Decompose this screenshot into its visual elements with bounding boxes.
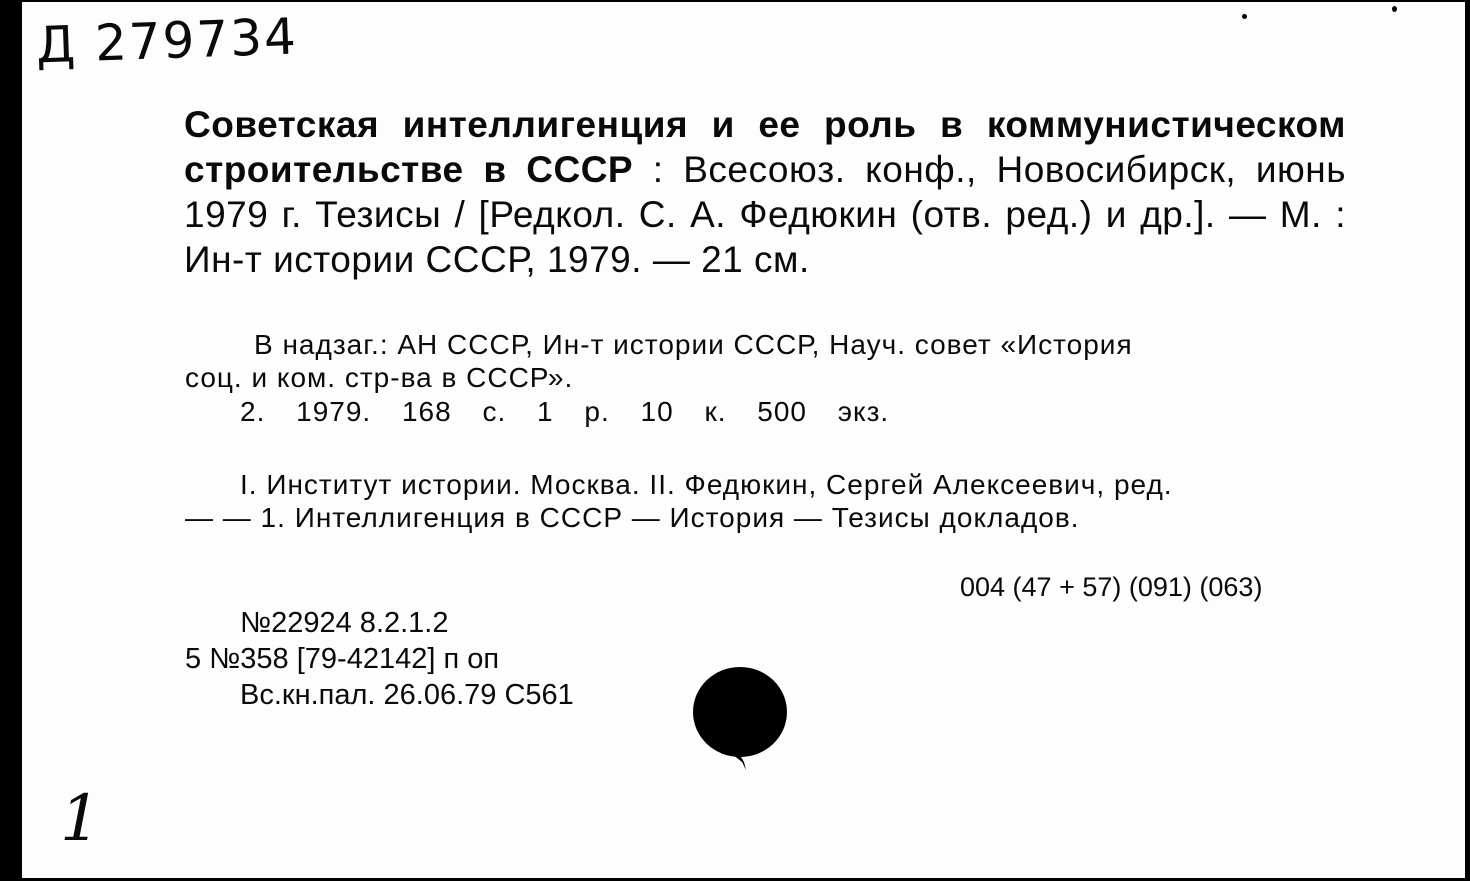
note-line-1: В надзаг.: АН СССР, Ин-т истории СССР, Науч. совет «История xyxy=(254,329,1133,360)
publication-stats: 2. 1979. 168 с. 1 р. 10 к. 500 экз. xyxy=(240,396,890,427)
note-line-2: соц. и ком. стр-ва в СССР». xyxy=(185,362,574,393)
title-rest: : Всесоюз. конф., Новосибирск, июнь 1979 г. Тезисы / [Редкол. С. А. Федюкин (отв. ред.) и др.]. — М. : Ин-т истории СССР, 1979. — 21 см. xyxy=(184,149,1346,280)
title-block xyxy=(184,102,1346,282)
registry-line-1: №22924 8.2.1.2 xyxy=(240,607,449,639)
call-number: Д 279734 xyxy=(35,7,299,75)
speck xyxy=(1392,6,1397,12)
punch-hole xyxy=(692,666,788,770)
title-bold: Советская интеллигенция и ее роль в коммунистическом строительстве в СССР xyxy=(184,104,1346,190)
speck xyxy=(1242,14,1247,19)
tracing-line-1: I. Институт истории. Москва. II. Федюкин, Сергей Алексеевич, ред. xyxy=(240,469,1173,500)
tracing-line-2: — — 1. Интеллигенция в СССР — История — Тезисы докладов. xyxy=(185,502,1080,533)
registry-line-2: 5 №358 [79-42142] п оп xyxy=(185,643,500,675)
margin-mark: 1 xyxy=(60,782,101,856)
registry-line-3: Вс.кн.пал. 26.06.79 С561 xyxy=(240,679,574,711)
classification-code: 004 (47 + 57) (091) (063) xyxy=(960,572,1263,602)
catalog-card xyxy=(22,2,1465,878)
